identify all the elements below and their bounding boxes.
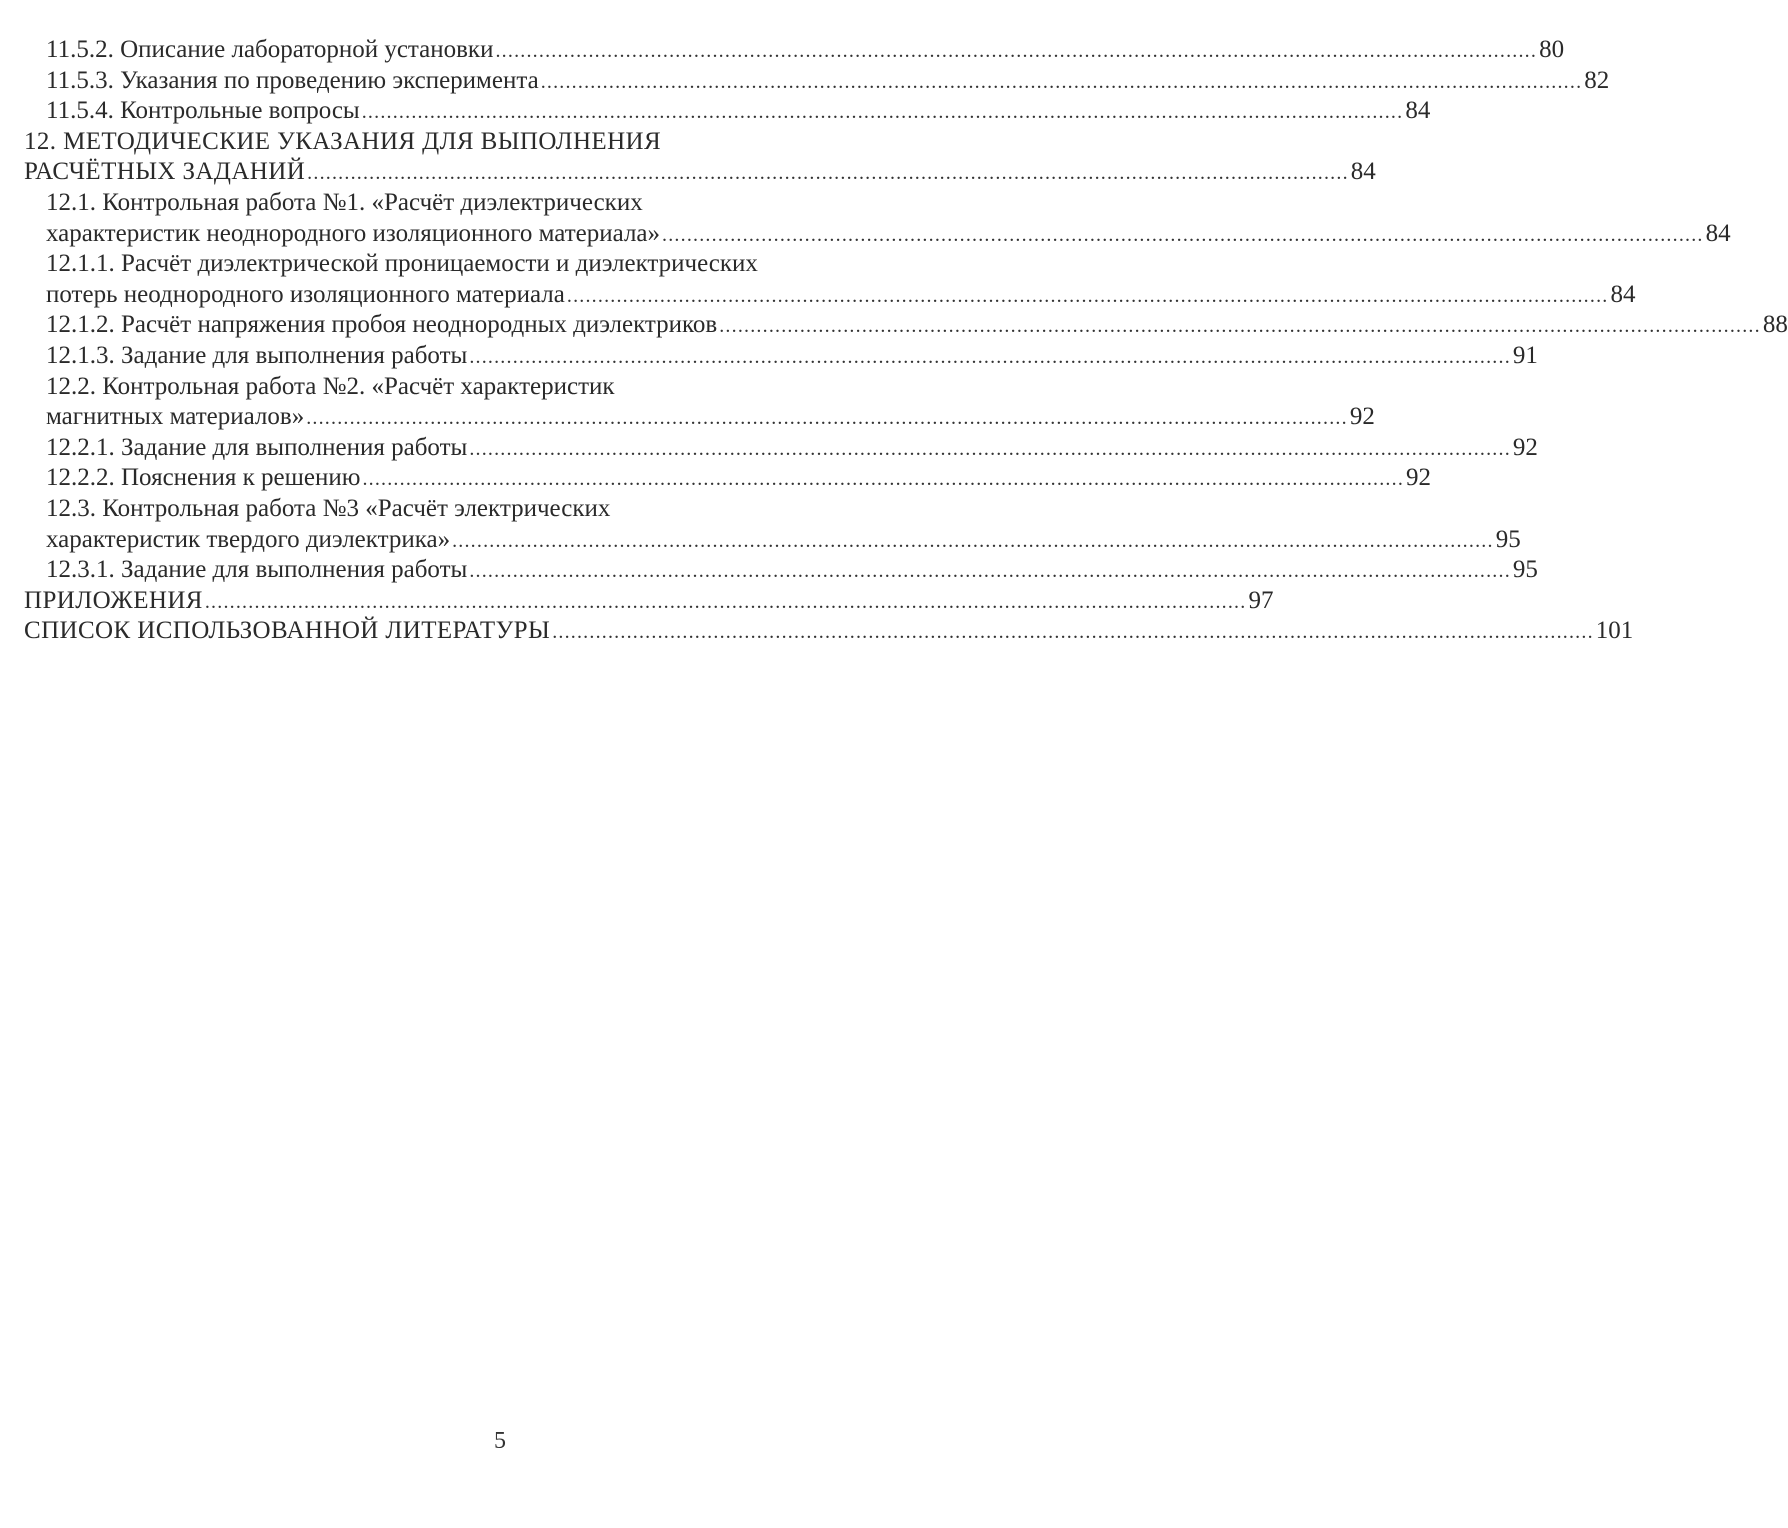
toc-entry-title-line2: характеристик неоднородного изоляционного материала» — [46, 219, 661, 247]
dot-leader: ........................................................................................................................................................................ — [662, 223, 1704, 246]
toc-page-number: 92 — [1349, 403, 1375, 431]
toc-entry-title: СПИСОК ИСПОЛЬЗОВАННОЙ ЛИТЕРАТУРЫ — [24, 617, 551, 645]
toc-page-number: 84 — [1705, 219, 1731, 247]
toc-entry — [0, 341, 1538, 372]
dot-leader: ........................................................................................................................................................................ — [362, 468, 1405, 491]
toc-page-number: 95 — [1512, 556, 1538, 584]
toc-entry — [0, 219, 1731, 250]
toc-entry — [0, 525, 1521, 556]
dot-leader: ........................................................................................................................................................................ — [540, 70, 1583, 93]
toc-entry-line — [0, 127, 1000, 158]
toc-entry-title-line1: 12.1. Контрольная работа №1. «Расчёт диэлектрических — [46, 188, 643, 216]
toc-page-number: 95 — [1495, 525, 1521, 553]
dot-leader: ........................................................................................................................................................................ — [469, 437, 1511, 460]
toc-page-number: 88 — [1762, 311, 1788, 339]
toc-entry-line — [0, 494, 1000, 525]
toc-page-number: 80 — [1539, 36, 1565, 63]
toc-entry — [0, 157, 1376, 188]
toc-entry — [0, 402, 1375, 433]
toc-entry-title-line1: 12. МЕТОДИЧЕСКИЕ УКАЗАНИЯ ДЛЯ ВЫПОЛНЕНИЯ — [24, 127, 662, 155]
dot-leader: ........................................................................................................................................................................ — [204, 590, 1247, 613]
toc-entry-title-line2: магнитных материалов» — [46, 403, 305, 431]
page-number: 5 — [494, 1428, 506, 1454]
dot-leader: ........................................................................................................................................................................ — [306, 407, 1348, 430]
toc-entry — [0, 35, 1565, 66]
toc-entry — [0, 433, 1538, 464]
dot-leader: ........................................................................................................................................................................ — [552, 621, 1594, 644]
dot-leader: ........................................................................................................................................................................ — [361, 101, 1404, 124]
toc-page-number: 97 — [1248, 586, 1274, 614]
toc-page-number: 101 — [1595, 617, 1634, 645]
dot-leader: ........................................................................................................................................................................ — [469, 560, 1511, 583]
toc-page-number: 92 — [1512, 433, 1538, 461]
toc-entry — [0, 66, 1610, 97]
toc-entry-title: 12.1.2. Расчёт напряжения пробоя неоднородных диэлектриков — [46, 311, 718, 339]
toc-page-number: 84 — [1610, 280, 1636, 308]
toc-entry — [0, 280, 1636, 311]
toc-entry-title-line2: РАСЧЁТНЫХ ЗАДАНИЙ — [24, 158, 306, 186]
dot-leader: ........................................................................................................................................................................ — [495, 40, 1538, 62]
dot-leader: ........................................................................................................................................................................ — [307, 162, 1349, 185]
dot-leader: ........................................................................................................................................................................ — [566, 284, 1609, 307]
toc-entry — [0, 96, 1431, 127]
toc-entry — [0, 463, 1432, 494]
dot-leader: ........................................................................................................................................................................ — [719, 315, 1761, 338]
toc-entry-line — [0, 188, 1000, 219]
toc-page-number: 84 — [1350, 158, 1376, 186]
dot-leader: ........................................................................................................................................................................ — [469, 345, 1511, 368]
toc-entry-title: 11.5.2. Описание лабораторной установки — [46, 36, 494, 63]
toc-page-number: 91 — [1512, 341, 1538, 369]
toc-entry-title: 12.2.2. Пояснения к решению — [46, 464, 361, 492]
toc-entry — [0, 616, 1634, 647]
toc-entry-title: 12.2.1. Задание для выполнения работы — [46, 433, 468, 461]
toc-page-number: 82 — [1584, 66, 1610, 94]
dot-leader: ........................................................................................................................................................................ — [452, 529, 1494, 552]
toc-entry — [0, 586, 1274, 617]
table-of-contents — [0, 35, 1788, 647]
toc-entry-title: 12.1.3. Задание для выполнения работы — [46, 341, 468, 369]
toc-entry-line — [0, 249, 1000, 280]
toc-entry-title-line1: 12.2. Контрольная работа №2. «Расчёт характеристик — [46, 372, 615, 400]
toc-entry-title: 11.5.3. Указания по проведению эксперимента — [46, 66, 539, 94]
toc-entry-title: 11.5.4. Контрольные вопросы — [46, 97, 360, 125]
toc-entry-title-line2: потерь неоднородного изоляционного материала — [46, 280, 565, 308]
toc-page-number: 92 — [1406, 464, 1432, 492]
toc-entry — [0, 555, 1538, 586]
toc-entry-title-line1: 12.1.1. Расчёт диэлектрической проницаемости и диэлектрических — [46, 250, 758, 278]
toc-entry-title: 12.3.1. Задание для выполнения работы — [46, 556, 468, 584]
toc-entry-title-line2: характеристик твердого диэлектрика» — [46, 525, 451, 553]
toc-page-number: 84 — [1405, 97, 1431, 125]
toc-entry-title-line1: 12.3. Контрольная работа №3 «Расчёт электрических — [46, 494, 611, 522]
toc-entry-title: ПРИЛОЖЕНИЯ — [24, 586, 203, 614]
toc-entry — [0, 310, 1788, 341]
toc-entry-line — [0, 372, 1000, 403]
